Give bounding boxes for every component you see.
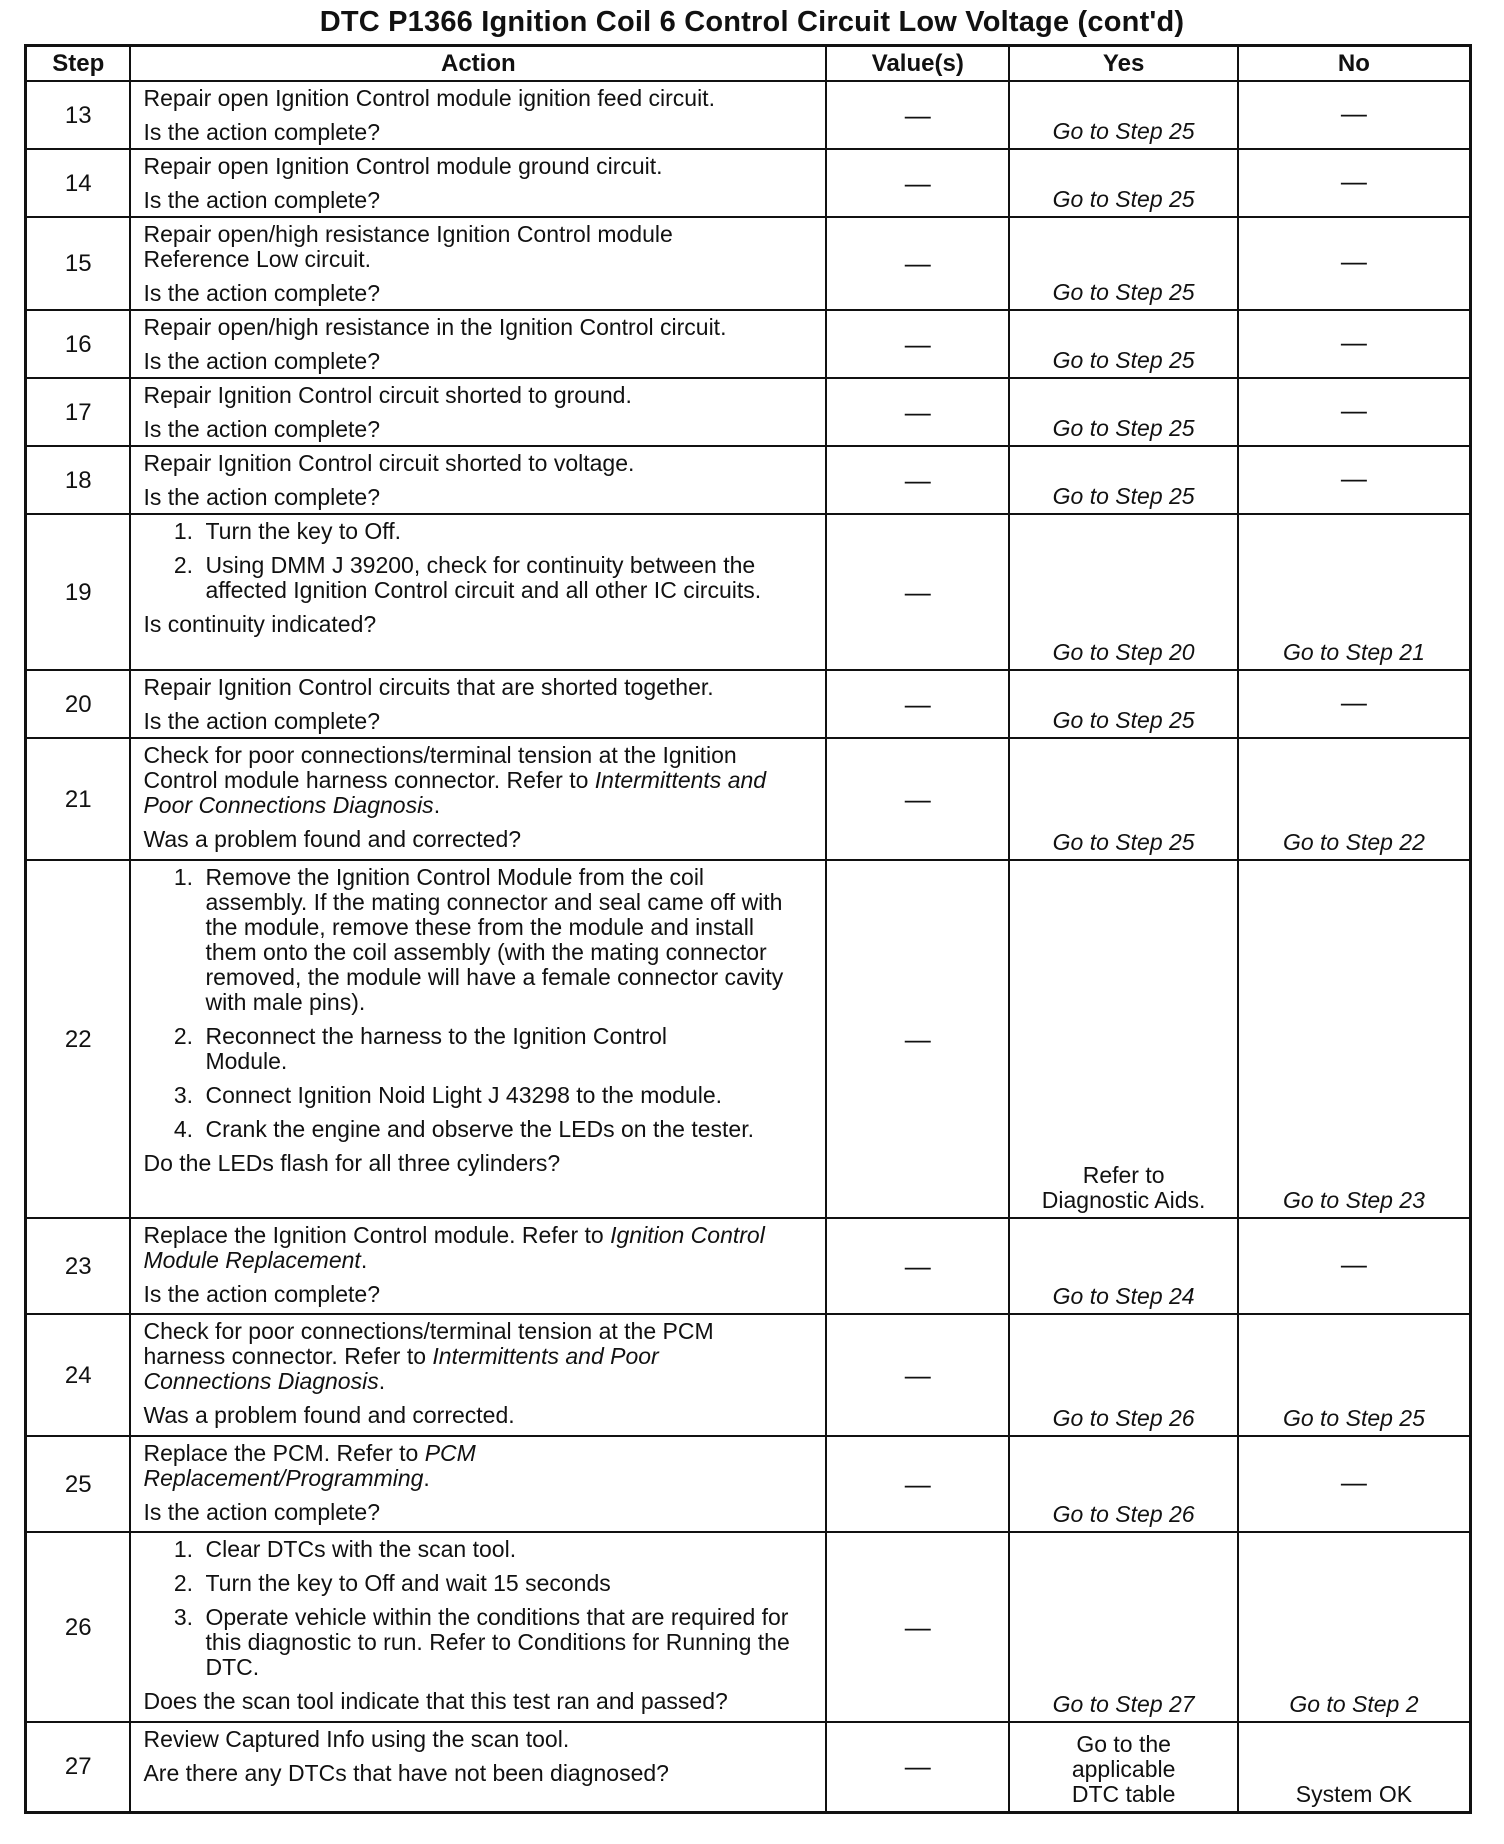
procedure-item: 4. Crank the engine and observe the LEDs on the tester. (199, 1117, 795, 1142)
value-cell: — (826, 514, 1009, 670)
action-cell (130, 1722, 826, 1812)
procedure-item: 1. Turn the key to Off. (199, 519, 765, 544)
action-text: Repair Ignition Control circuits that are shorted together. (143, 674, 714, 700)
yes-cell: Go to Step 25 (1009, 310, 1237, 378)
action-cell (130, 446, 826, 514)
value-cell: — (826, 670, 1009, 738)
action-question: Is the action complete? (143, 348, 380, 374)
procedure-list (143, 865, 815, 1142)
no-cell: Go to Step 2 (1238, 1532, 1471, 1722)
step-number: 20 (26, 670, 131, 738)
no-cell: — (1238, 670, 1471, 738)
action-text (143, 1319, 815, 1394)
value-cell: — (826, 1314, 1009, 1436)
table-row (26, 514, 1471, 670)
sentence-end: . (433, 792, 441, 818)
table-row (26, 378, 1471, 446)
table-row (26, 1314, 1471, 1436)
procedure-item: 2. Reconnect the harness to the Ignition Control Module. (199, 1024, 795, 1074)
no-cell: — (1238, 1218, 1471, 1314)
action-cell (130, 1532, 826, 1722)
action-question: Is the action complete? (143, 1281, 380, 1307)
value-cell: — (826, 446, 1009, 514)
diagnostic-table (24, 44, 1472, 1814)
value-cell: — (826, 860, 1009, 1218)
step-number: 14 (26, 149, 131, 217)
doc-reference: Intermittents and Poor Connections Diagnosis (143, 767, 767, 818)
page-title: DTC P1366 Ignition Coil 6 Control Circuit Low Voltage (cont'd) (319, 6, 1185, 38)
yes-cell: Go to the applicable DTC table (1009, 1722, 1237, 1812)
action-question: Do the LEDs flash for all three cylinders? (143, 1150, 561, 1176)
doc-reference: PCM Replacement/Programming (143, 1440, 476, 1491)
procedure-item: 3. Operate vehicle within the conditions that are required for this diagnostic to run. Refer to Conditions for Running the DTC. (199, 1605, 815, 1680)
step-number: 27 (26, 1722, 131, 1812)
header-values: Value(s) (826, 46, 1009, 82)
table-row (26, 1532, 1471, 1722)
value-cell: — (826, 1436, 1009, 1532)
action-text: Repair open Ignition Control module ground circuit. (143, 153, 663, 179)
value-cell: — (826, 81, 1009, 149)
yes-cell: Go to Step 20 (1009, 514, 1237, 670)
procedure-item: 2. Turn the key to Off and wait 15 seconds (199, 1571, 815, 1596)
doc-reference: Ignition Control Module Replacement (143, 1222, 765, 1273)
no-cell: Go to Step 21 (1238, 514, 1471, 670)
table-row (26, 1722, 1471, 1812)
header-action: Action (130, 46, 826, 82)
step-number: 15 (26, 217, 131, 310)
yes-cell: Go to Step 25 (1009, 738, 1237, 860)
table-row (26, 446, 1471, 514)
sentence-end: . (378, 1368, 386, 1394)
action-text (143, 1223, 815, 1273)
procedure-list (143, 1537, 815, 1680)
action-cell (130, 1314, 826, 1436)
action-text: Repair Ignition Control circuit shorted to ground. (143, 382, 632, 408)
no-cell: — (1238, 446, 1471, 514)
table-row (26, 1218, 1471, 1314)
action-text: Repair Ignition Control circuit shorted to voltage. (143, 450, 635, 476)
action-cell (130, 310, 826, 378)
yes-cell: Go to Step 26 (1009, 1314, 1237, 1436)
step-number: 26 (26, 1532, 131, 1722)
action-body: Check for poor connections/terminal tension at the Ignition Control module harness connector. Refer to (143, 742, 737, 793)
yes-cell: Go to Step 26 (1009, 1436, 1237, 1532)
action-question: Is the action complete? (143, 119, 380, 145)
action-question: Are there any DTCs that have not been diagnosed? (143, 1760, 669, 1786)
action-cell (130, 378, 826, 446)
sentence-end: . (360, 1247, 368, 1273)
value-cell: — (826, 217, 1009, 310)
table-row (26, 217, 1471, 310)
value-cell: — (826, 738, 1009, 860)
action-body: Replace the PCM. Refer to (143, 1440, 419, 1466)
action-question: Was a problem found and corrected. (143, 1402, 515, 1428)
value-cell: — (826, 1218, 1009, 1314)
action-cell (130, 860, 826, 1218)
action-question: Is the action complete? (143, 187, 380, 213)
action-cell (130, 81, 826, 149)
action-question: Does the scan tool indicate that this test ran and passed? (143, 1688, 728, 1714)
step-number: 25 (26, 1436, 131, 1532)
no-cell: Go to Step 22 (1238, 738, 1471, 860)
action-cell (130, 1436, 826, 1532)
table-row (26, 149, 1471, 217)
no-cell: — (1238, 1436, 1471, 1532)
step-number: 17 (26, 378, 131, 446)
step-number: 13 (26, 81, 131, 149)
table-row (26, 81, 1471, 149)
action-cell (130, 149, 826, 217)
action-cell (130, 738, 826, 860)
yes-cell: Go to Step 25 (1009, 217, 1237, 310)
step-number: 19 (26, 514, 131, 670)
value-cell: — (826, 378, 1009, 446)
yes-cell: Go to Step 25 (1009, 446, 1237, 514)
no-cell: System OK (1238, 1722, 1471, 1812)
action-cell (130, 514, 826, 670)
action-question: Is the action complete? (143, 280, 380, 306)
yes-cell: Go to Step 25 (1009, 81, 1237, 149)
action-text (143, 743, 815, 818)
action-text: Review Captured Info using the scan tool. (143, 1726, 570, 1752)
value-cell: — (826, 149, 1009, 217)
header-no: No (1238, 46, 1471, 82)
yes-cell: Go to Step 24 (1009, 1218, 1237, 1314)
table-row (26, 670, 1471, 738)
no-cell: — (1238, 310, 1471, 378)
no-cell: — (1238, 149, 1471, 217)
action-question: Is continuity indicated? (143, 611, 377, 637)
procedure-item: 2. Using DMM J 39200, check for continuity between the affected Ignition Control circuit and all other IC circuits. (199, 553, 765, 603)
header-yes: Yes (1009, 46, 1237, 82)
action-question: Was a problem found and corrected? (143, 826, 522, 852)
step-number: 24 (26, 1314, 131, 1436)
step-number: 23 (26, 1218, 131, 1314)
action-cell (130, 217, 826, 310)
no-cell: — (1238, 217, 1471, 310)
yes-cell: Go to Step 25 (1009, 149, 1237, 217)
procedure-item: 3. Connect Ignition Noid Light J 43298 to the module. (199, 1083, 795, 1108)
yes-cell: Go to Step 27 (1009, 1532, 1237, 1722)
value-cell: — (826, 1532, 1009, 1722)
action-question: Is the action complete? (143, 484, 380, 510)
action-text: Repair open/high resistance Ignition Control module Reference Low circuit. (143, 221, 673, 272)
sentence-end: . (423, 1465, 430, 1491)
action-question: Is the action complete? (143, 708, 380, 734)
action-text: Repair open Ignition Control module ignition feed circuit. (143, 85, 715, 111)
table-row (26, 860, 1471, 1218)
action-question: Is the action complete? (143, 416, 380, 442)
doc-reference: Intermittents and Poor Connections Diagnosis (143, 1343, 659, 1394)
action-text: Repair open/high resistance in the Ignition Control circuit. (143, 314, 727, 340)
no-cell: Go to Step 25 (1238, 1314, 1471, 1436)
procedure-list (143, 519, 815, 603)
value-cell: — (826, 1722, 1009, 1812)
action-question: Is the action complete? (143, 1499, 380, 1525)
header-step: Step (26, 46, 131, 82)
action-text (143, 1441, 815, 1491)
procedure-item: 1. Remove the Ignition Control Module from the coil assembly. If the mating connector and seal came off with the module, remove these from the module and install them onto the coil assembly (with the mating connector removed, the module will have a female connector cavity with male pins). (199, 865, 795, 1015)
step-number: 22 (26, 860, 131, 1218)
yes-cell: Go to Step 25 (1009, 378, 1237, 446)
value-cell: — (826, 310, 1009, 378)
yes-cell: Refer to Diagnostic Aids. (1009, 860, 1237, 1218)
action-body: Replace the Ignition Control module. Refer to (143, 1222, 604, 1248)
no-cell: Go to Step 23 (1238, 860, 1471, 1218)
no-cell: — (1238, 378, 1471, 446)
action-cell (130, 1218, 826, 1314)
yes-cell: Go to Step 25 (1009, 670, 1237, 738)
step-number: 16 (26, 310, 131, 378)
table-row (26, 310, 1471, 378)
table-row (26, 738, 1471, 860)
no-cell: — (1238, 81, 1471, 149)
table-row (26, 1436, 1471, 1532)
header-row (26, 46, 1471, 82)
step-number: 18 (26, 446, 131, 514)
action-body: Check for poor connections/terminal tension at the PCM harness connector. Refer to (143, 1318, 714, 1369)
step-number: 21 (26, 738, 131, 860)
procedure-item: 1. Clear DTCs with the scan tool. (199, 1537, 815, 1562)
action-cell (130, 670, 826, 738)
